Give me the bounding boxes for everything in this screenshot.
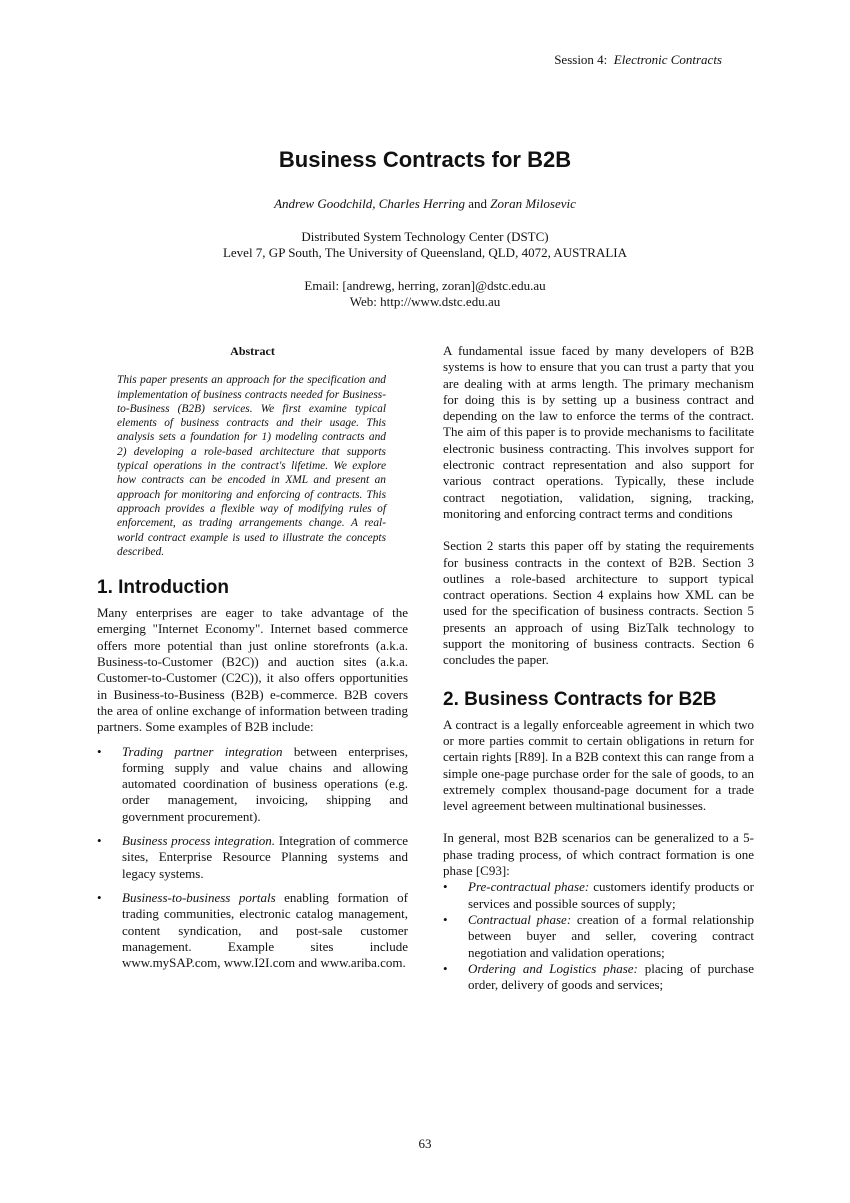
introduction-heading: 1. Introduction xyxy=(97,577,229,599)
introduction-paragraph: Many enterprises are eager to take advantage of the emerging "Internet Economy". Internet based commerce offers more potential than just online storefronts (a.k.a. Business-to-Customer (B2C)) and auction sites (a.k.a. Customer-to-Customer (C2C)), it also offers opportunities in Business-to-Business (B2B) e-commerce. B2B covers the area of online exchange of information between trading partners. Some examples of B2B include: xyxy=(97,605,408,735)
contract-definition-paragraph: A contract is a legally enforceable agreement in which two or more parties commit to certain obligations in return for certain rights [R89]. In a B2B context this can range from a simple one-page purchase order for the sale of goods, to an extremely complex thousand-page document for a trade level agreement between multinational businesses. xyxy=(443,716,754,814)
trading-phases-list xyxy=(443,879,754,993)
list-item xyxy=(443,912,754,961)
list-item xyxy=(97,744,408,825)
bullet-term: Contractual phase: xyxy=(468,911,572,927)
trust-paragraph: A fundamental issue faced by many developers of B2B systems is how to ensure that you can trust a party that you are dealing with at arms length. The primary mechanism for doing this is by setting up a business contract and depending on the law to enforce the terms of the contract. The aim of this paper is to provide mechanisms to facilitate electronic business contracting. This involves support for electronic contract representation and also support for various contract operations. Typically, these include contract negotiation, validation, signing, tracking, monitoring and enforcing contract terms and conditions xyxy=(443,343,754,521)
outline-paragraph: Section 2 starts this paper off by stating the requirements for business contracts in the context of B2B. Section 3 outlines a role-based architecture to support typical contract operations. Section 4 explains how XML can be used for the specification of business contracts. Section 5 presents an approach of using BizTalk technology to support the monitoring of business contracts. Section 6 concludes the paper. xyxy=(443,538,754,668)
trading-process-paragraph: In general, most B2B scenarios can be generalized to a 5-phase trading process, of which contract formation is one phase [C93]: xyxy=(443,830,754,879)
bullet-text: creation of a formal relationship between buyer and seller, covering contract negotiation and validation operations; xyxy=(468,911,754,960)
bullet-text: between enterprises, forming supply and value chains and allowing automated coordination of business operations (e.g. order management, invoicing, shipping and government procurement). xyxy=(122,743,408,824)
right-column xyxy=(443,343,754,993)
email-line: Email: [andrewg, herring, zoran]@dstc.edu.au xyxy=(304,278,546,293)
bullet-symbol: • xyxy=(443,879,448,895)
session-label: Session 4: xyxy=(554,52,608,67)
list-item xyxy=(97,890,408,971)
bullet-term: Business-to-business portals xyxy=(122,889,276,905)
abstract-heading: Abstract xyxy=(230,344,275,358)
authors-part1: Andrew Goodchild, Charles Herring xyxy=(274,196,466,211)
abstract-text: This paper presents an approach for the specification and implementation of business contracts needed for Business-to-Business (B2B) services. We first examine typical elements of business contracts and their usage. This analysis sets a foundation for 1) modeling contracts and 2) developing a role-based architecture that supports typical operations in the contract's lifetime. We explore how contracts can be encoded in XML and present an approach for monitoring and enforcing of contracts. This approach provides a flexible way of modifying rules of enforcement, as trading arrangements change. A real-world contract example is used to illustrate the concepts described. xyxy=(117,374,386,558)
bullet-term: Trading partner integration xyxy=(122,743,283,759)
web-line: Web: http://www.dstc.edu.au xyxy=(349,294,501,309)
bullet-term: Pre-contractual phase: xyxy=(468,879,590,895)
section-2-heading: 2. Business Contracts for B2B xyxy=(443,688,717,710)
list-item xyxy=(443,961,754,994)
bullet-text: Integration of commerce sites, Enterprise Resource Planning systems and legacy systems. xyxy=(122,833,408,881)
running-header xyxy=(554,52,722,68)
session-title: Electronic Contracts xyxy=(613,52,722,67)
authors-and: and xyxy=(468,196,488,211)
author-list xyxy=(0,196,850,212)
bullet-text: customers identify products or services and possible sources of supply; xyxy=(468,879,754,911)
b2b-examples-list xyxy=(97,744,408,972)
contact-info xyxy=(0,278,850,310)
bullet-term: Ordering and Logistics phase: xyxy=(468,960,638,976)
page-number: 63 xyxy=(418,1136,432,1151)
left-column xyxy=(97,343,408,971)
bullet-symbol: • xyxy=(97,743,102,759)
bullet-text: enabling formation of trading communities, electronic catalog management, content syndication, and post-sale customer management. Example sites include www.mySAP.com, www.I2I.com and www.ariba.com. xyxy=(122,889,409,971)
bullet-text: placing of purchase order, delivery of goods and services; xyxy=(468,960,754,993)
bullet-symbol: • xyxy=(97,889,102,905)
affiliation xyxy=(0,229,850,261)
bullet-term: Business process integration. xyxy=(122,833,276,849)
bullet-symbol: • xyxy=(443,960,448,976)
affiliation-line-1: Distributed System Technology Center (DSTC) xyxy=(301,229,549,244)
list-item xyxy=(443,879,754,912)
list-item xyxy=(97,833,408,882)
bullet-symbol: • xyxy=(97,833,102,849)
bullet-symbol: • xyxy=(443,911,448,927)
affiliation-line-2: Level 7, GP South, The University of Queensland, QLD, 4072, AUSTRALIA xyxy=(222,245,628,260)
authors-part2: Zoran Milosevic xyxy=(490,196,576,211)
paper-title: Business Contracts for B2B xyxy=(278,147,572,172)
